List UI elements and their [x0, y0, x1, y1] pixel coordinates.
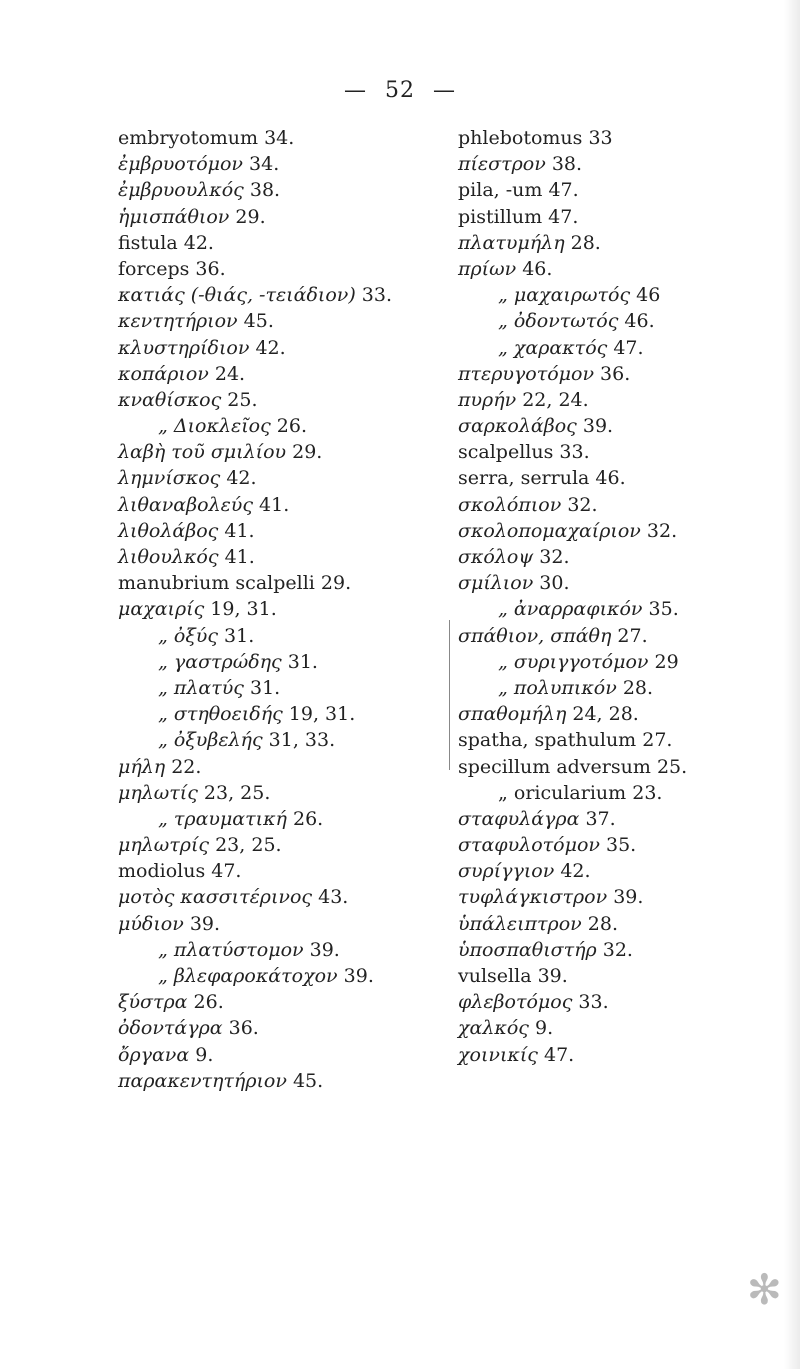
- index-entry: [118, 256, 448, 282]
- index-term: σταφυλάγρα: [458, 807, 580, 830]
- index-entry: [118, 361, 448, 387]
- page-number: 52: [385, 78, 415, 103]
- index-entry: [458, 963, 778, 989]
- index-entry: [118, 230, 448, 256]
- index-term: μήλη: [118, 755, 166, 778]
- index-term: „ βλεφαροκάτοχον: [158, 965, 338, 987]
- index-term: „ Διοκλεῖος: [158, 415, 271, 438]
- index-entry: [118, 439, 448, 465]
- index-pages: 22, 24.: [522, 388, 589, 411]
- index-entry: [118, 204, 448, 230]
- index-pages: 39.: [189, 912, 221, 935]
- index-term: μαχαιρίς: [118, 598, 205, 621]
- index-pages: 41.: [259, 493, 290, 516]
- index-term: pistillum: [458, 205, 543, 228]
- index-term: κατιάς (-θιάς, -τειάδιον): [118, 284, 356, 307]
- index-term: „ ἀναρραφικόν: [498, 598, 643, 621]
- index-entry: [458, 308, 778, 334]
- index-pages: 29.: [320, 572, 352, 595]
- index-term: fistula: [118, 231, 178, 254]
- index-term: manubrium scalpelli: [118, 572, 315, 595]
- index-entry: [118, 623, 448, 649]
- index-term: pila, -um: [458, 179, 543, 202]
- page-header: [0, 78, 800, 103]
- index-entry: [458, 596, 778, 622]
- index-entry: [118, 858, 448, 884]
- index-pages: 22.: [171, 755, 202, 778]
- index-term: „ γαστρώδης: [158, 650, 282, 673]
- index-pages: 29: [654, 650, 679, 673]
- index-entry: [458, 754, 778, 780]
- index-entry: [118, 989, 448, 1015]
- index-term: κναθίσκος: [118, 388, 222, 411]
- index-term: spatha, spathulum: [458, 729, 637, 752]
- index-entry: [118, 387, 448, 413]
- index-entry: [118, 282, 448, 308]
- index-pages: 29.: [292, 441, 323, 464]
- index-term: „ χαρακτός: [498, 336, 608, 359]
- index-pages: 39.: [309, 938, 340, 961]
- index-pages: 9.: [195, 1043, 214, 1066]
- index-term: λιθολάβος: [118, 519, 219, 542]
- index-entry: [118, 335, 448, 361]
- index-pages: 42.: [255, 336, 286, 359]
- index-pages: 47.: [548, 205, 579, 228]
- index-term: σμίλιον: [458, 572, 534, 595]
- index-entry: [458, 858, 778, 884]
- index-entry: [118, 1015, 448, 1041]
- index-entry: [118, 649, 448, 675]
- index-term: πρίων: [458, 257, 517, 280]
- index-entry: [118, 963, 448, 989]
- index-entry: [458, 1015, 778, 1041]
- index-entry: [458, 832, 778, 858]
- index-term: ὀδοντάγρα: [118, 1017, 223, 1040]
- index-pages: 42.: [560, 860, 591, 883]
- index-pages: 46.: [595, 467, 626, 490]
- index-entry: [118, 727, 448, 753]
- index-term: παρακεντητήριον: [118, 1069, 287, 1092]
- index-entry: [458, 701, 778, 727]
- index-pages: 31.: [224, 624, 255, 647]
- index-pages: 32.: [646, 519, 678, 542]
- index-term: ἐμβρυοτόμον: [118, 153, 243, 176]
- index-pages: 28.: [587, 912, 618, 935]
- index-column-left: [118, 125, 448, 1094]
- index-entry: [458, 361, 778, 387]
- index-entry: [458, 937, 778, 963]
- index-pages: 36.: [600, 362, 631, 385]
- index-pages: 36.: [195, 257, 226, 280]
- index-pages: 33.: [559, 441, 590, 464]
- index-pages: 19, 31.: [288, 703, 356, 726]
- index-term: μύδιον: [118, 912, 184, 935]
- index-term: ὑποσπαθιστήρ: [458, 938, 597, 961]
- index-term: scalpellus: [458, 441, 554, 464]
- index-pages: 32.: [539, 546, 570, 568]
- index-term: „ στηθοειδής: [158, 703, 283, 726]
- index-entry: [458, 518, 778, 544]
- index-entry: [118, 544, 448, 570]
- index-entry: [458, 675, 778, 701]
- index-pages: 29.: [235, 205, 266, 228]
- index-entry: [118, 1068, 448, 1094]
- index-term: modiolus: [118, 860, 206, 883]
- index-term: κλυστηρίδιον: [118, 336, 250, 359]
- index-term: σπάθιον, σπάθη: [458, 624, 612, 647]
- index-pages: 25.: [227, 388, 258, 411]
- index-entry: [458, 727, 778, 753]
- index-term: „ συριγγοτόμον: [498, 650, 649, 673]
- index-term: „ πλατύστομον: [158, 938, 304, 961]
- index-entry: [118, 780, 448, 806]
- index-pages: 46.: [624, 310, 655, 333]
- index-term: λαβὴ τοῦ σμιλίου: [118, 441, 287, 464]
- index-pages: 45.: [292, 1069, 324, 1092]
- index-term: σκολόπιον: [458, 493, 562, 516]
- index-pages: 47.: [548, 179, 579, 202]
- index-term: phlebotomus: [458, 127, 583, 149]
- index-pages: 9.: [534, 1017, 554, 1040]
- index-entry: [118, 884, 448, 910]
- index-entry: [118, 675, 448, 701]
- index-term: ξύστρα: [118, 991, 188, 1014]
- index-term: πτερυγοτόμον: [458, 362, 594, 385]
- index-entry: [118, 465, 448, 491]
- header-dash-left: —: [344, 78, 367, 103]
- index-entry: [118, 806, 448, 832]
- index-pages: 38.: [551, 153, 583, 176]
- index-pages: 47.: [544, 1043, 575, 1066]
- index-entry: [118, 125, 448, 151]
- index-entry: [118, 1042, 448, 1068]
- index-pages: 33.: [578, 991, 609, 1014]
- index-pages: 31.: [287, 650, 318, 673]
- index-entry: [458, 125, 778, 151]
- index-term: „ ὀξύς: [158, 624, 218, 647]
- index-term: χοινικίς: [458, 1043, 538, 1066]
- index-term: „ ὀξυβελής: [158, 729, 263, 752]
- index-entry: [458, 623, 778, 649]
- index-entry: [458, 256, 778, 282]
- index-entry: [458, 1042, 778, 1068]
- column-divider: [449, 620, 450, 770]
- index-term: πυρήν: [458, 388, 517, 411]
- index-term: χαλκός: [458, 1017, 529, 1040]
- index-term: τυφλάγκιστρον: [458, 886, 608, 909]
- index-pages: 37.: [585, 807, 616, 830]
- index-pages: 41.: [224, 519, 255, 542]
- header-dash-right: —: [433, 78, 456, 103]
- index-entry: [118, 596, 448, 622]
- index-term: πλατυμήλη: [458, 231, 565, 254]
- index-entry: [118, 413, 448, 439]
- index-pages: 23, 25.: [215, 834, 282, 857]
- index-term: σπαθομήλη: [458, 703, 567, 726]
- index-pages: 23.: [632, 781, 663, 804]
- index-entry: [118, 832, 448, 858]
- index-pages: 32.: [567, 493, 598, 516]
- index-pages: 28.: [570, 231, 601, 254]
- index-entry: [118, 911, 448, 937]
- index-term: λημνίσκος: [118, 467, 221, 490]
- index-term: φλεβοτόμος: [458, 991, 573, 1014]
- index-pages: 42.: [226, 467, 257, 490]
- index-pages: 47.: [613, 336, 644, 359]
- index-term: μοτὸς κασσιτέρινος: [118, 886, 313, 909]
- index-term: λιθουλκός: [118, 546, 219, 568]
- index-entry: [458, 884, 778, 910]
- index-entry: [118, 570, 448, 596]
- index-entry: [458, 465, 778, 491]
- index-column-right: [458, 125, 778, 1068]
- index-pages: 46: [636, 284, 661, 307]
- index-term: „ τραυματική: [158, 807, 287, 830]
- index-entry: [458, 649, 778, 675]
- index-pages: 43.: [318, 886, 349, 909]
- index-term: συρίγγιον: [458, 860, 555, 883]
- index-entry: [458, 177, 778, 203]
- index-pages: 34.: [264, 127, 295, 149]
- index-pages: 19, 31.: [210, 598, 277, 621]
- index-pages: 39.: [582, 415, 614, 438]
- index-term: specillum adversum: [458, 755, 651, 778]
- index-term: embryotomum: [118, 127, 259, 149]
- index-entry: [458, 282, 778, 308]
- index-term: „ oricularium: [498, 781, 627, 804]
- index-term: λιθαναβολεύς: [118, 493, 253, 516]
- index-term: κεντητήριον: [118, 310, 238, 333]
- index-term: ἐμβρυουλκός: [118, 179, 244, 202]
- index-term: „ πολυπικόν: [498, 676, 617, 699]
- index-entry: [458, 570, 778, 596]
- index-pages: 38.: [249, 179, 281, 202]
- index-term: κοπάριον: [118, 362, 209, 385]
- index-pages: 28.: [622, 676, 654, 699]
- index-pages: 24.: [214, 362, 246, 385]
- index-pages: 33.: [361, 284, 392, 307]
- index-entry: [458, 780, 778, 806]
- index-pages: 45.: [243, 310, 274, 333]
- index-pages: 26.: [276, 415, 307, 438]
- index-pages: 30.: [539, 572, 570, 595]
- index-pages: 46.: [522, 257, 553, 280]
- index-pages: 23, 25.: [203, 781, 271, 804]
- index-entry: [458, 806, 778, 832]
- index-pages: 31, 33.: [268, 729, 336, 752]
- index-entry: [118, 492, 448, 518]
- index-entry: [118, 151, 448, 177]
- index-entry: [458, 989, 778, 1015]
- index-entry: [458, 230, 778, 256]
- index-entry: [458, 492, 778, 518]
- index-pages: 47.: [211, 860, 242, 883]
- index-pages: 35.: [605, 834, 637, 857]
- index-pages: 34.: [249, 153, 280, 176]
- index-term: σκολοπομαχαίριον: [458, 519, 641, 542]
- index-entry: [458, 335, 778, 361]
- index-pages: 27.: [617, 624, 648, 647]
- index-term: μηλωτίς: [118, 781, 198, 804]
- index-term: ὄργανα: [118, 1043, 190, 1066]
- index-pages: 39.: [537, 965, 568, 987]
- index-pages: 35.: [648, 598, 679, 621]
- index-term: serra, serrula: [458, 467, 590, 490]
- index-entry: [118, 308, 448, 334]
- index-term: „ πλατύς: [158, 676, 244, 699]
- index-entry: [458, 387, 778, 413]
- index-term: „ ὀδοντωτός: [498, 310, 619, 333]
- index-entry: [458, 911, 778, 937]
- index-term: ὑπάλειπτρον: [458, 912, 582, 935]
- index-entry: [458, 413, 778, 439]
- index-entry: [118, 701, 448, 727]
- index-pages: 39.: [343, 965, 374, 987]
- index-entry: [458, 544, 778, 570]
- index-pages: 39.: [613, 886, 644, 909]
- index-term: πίεστρον: [458, 153, 546, 176]
- index-term: „ μαχαιρωτός: [498, 284, 631, 307]
- index-term: vulsella: [458, 965, 532, 987]
- index-pages: 36.: [228, 1017, 259, 1040]
- index-pages: 31.: [250, 676, 281, 699]
- index-pages: 26.: [292, 807, 324, 830]
- index-term: forceps: [118, 257, 190, 280]
- index-pages: 42.: [183, 231, 214, 254]
- index-entry: [118, 177, 448, 203]
- index-entry: [458, 151, 778, 177]
- page-edge-shadow: [784, 0, 800, 1369]
- index-pages: 25.: [656, 755, 688, 778]
- index-entry: [458, 439, 778, 465]
- index-entry: [118, 937, 448, 963]
- index-pages: 41.: [224, 546, 255, 568]
- index-entry: [118, 518, 448, 544]
- index-pages: 27.: [642, 729, 673, 752]
- index-pages: 32.: [602, 938, 633, 961]
- corner-stain-mark: ✻: [746, 1265, 782, 1314]
- index-term: μηλωτρίς: [118, 834, 210, 857]
- index-entry: [118, 754, 448, 780]
- index-pages: 24, 28.: [572, 703, 639, 726]
- index-term: σαρκολάβος: [458, 415, 577, 438]
- index-term: σταφυλοτόμον: [458, 834, 600, 857]
- index-entry: [458, 204, 778, 230]
- index-pages: 26.: [193, 991, 224, 1014]
- index-pages: 33: [588, 127, 613, 149]
- index-term: ἡμισπάθιον: [118, 205, 230, 228]
- index-term: σκόλοψ: [458, 546, 534, 568]
